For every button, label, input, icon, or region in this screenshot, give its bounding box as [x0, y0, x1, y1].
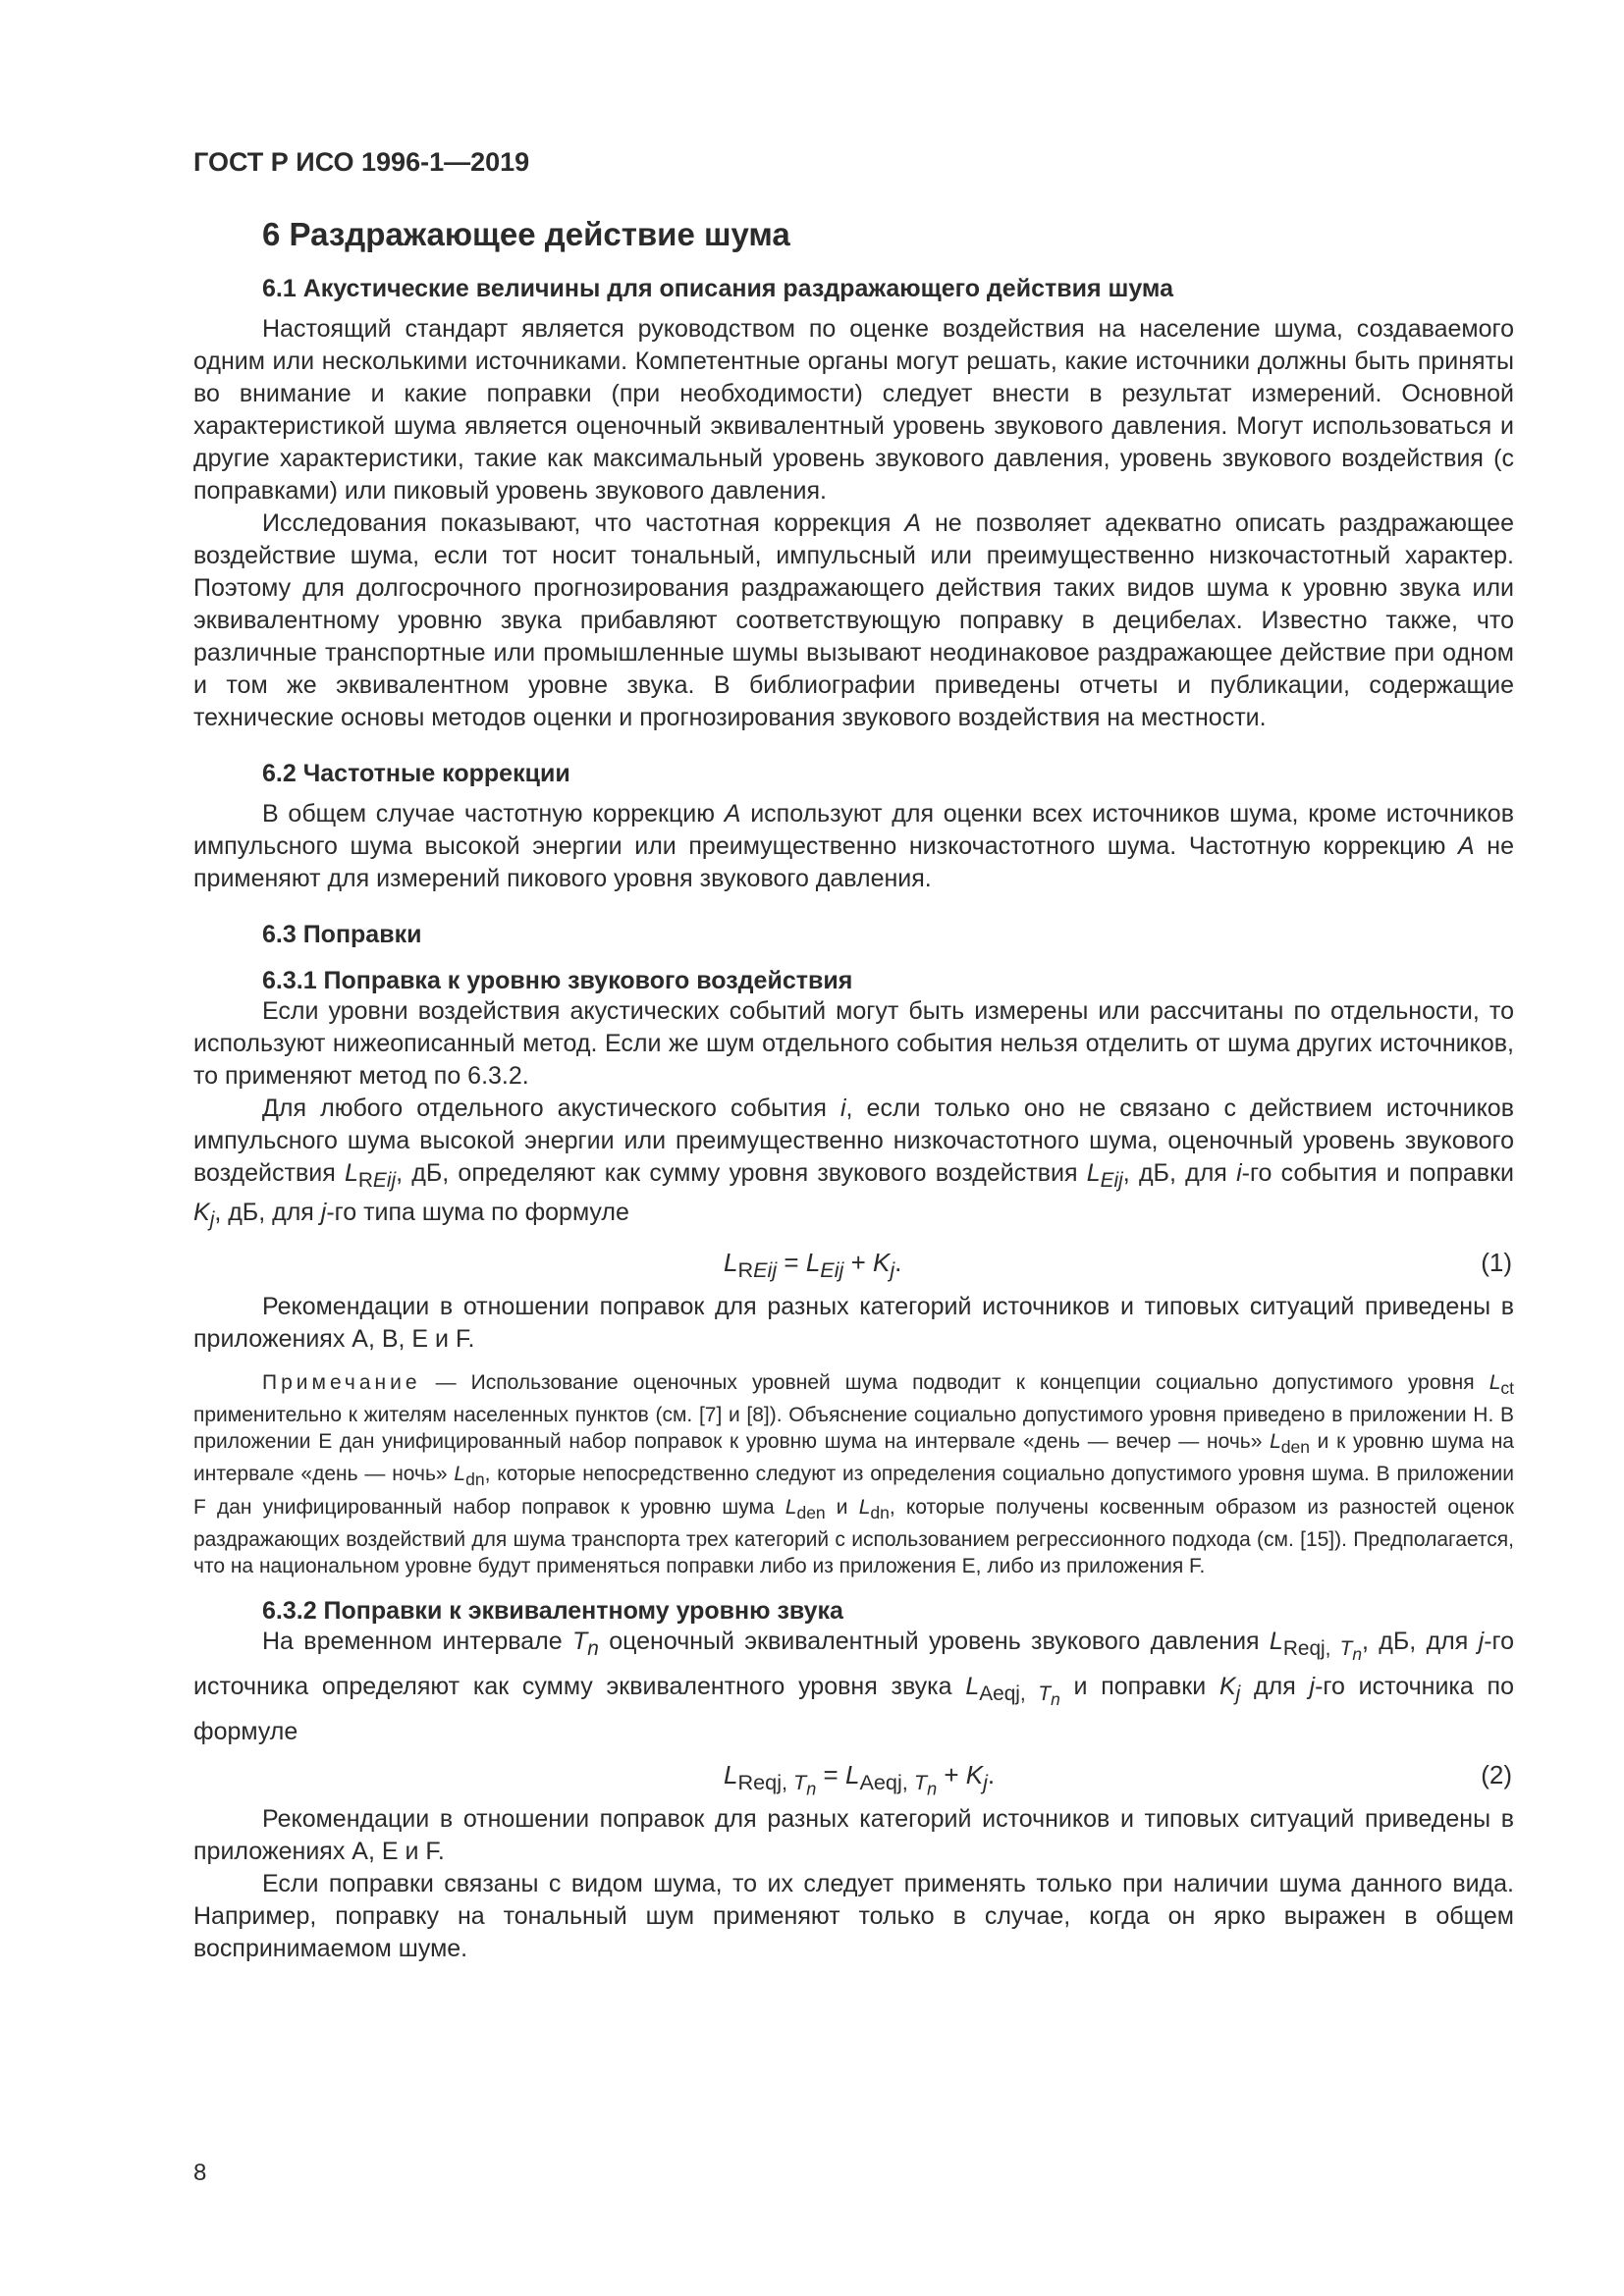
section-6-3-2-paragraph-1: На временном интервале $T_n$ оценочный эквивалентный уровень звукового давления $L_{Reqj, T_n}$, дБ, для j-го источника определяют как сумму эквивалентного уровня звука $L_{Aeqj, T_n}$ и поправки $K_j$ для j-го источника по формуле	[193, 1627, 1514, 1746]
formula-1-number: (1)	[1481, 1248, 1512, 1277]
formula-1-expression: $L_{REij} = L_{Eij} + K_j$.	[724, 1248, 902, 1283]
note-label: Примечание	[262, 1371, 421, 1394]
section-6-1-paragraph-1: Настоящий стандарт является руководством по оценке воздействия на население шума, создаваемого одним или несколькими источниками. Компетентные органы могут решать, какие источники должны быть приняты во внимание и какие поправки (при необходимости) следует внести в результат измерений. Основной характеристикой шума является оценочный эквивалентный уровень звукового давления. Могут использоваться и другие характеристики, такие как максимальный уровень звукового давления, уровень звукового воздействия (с поправками) или пиковый уровень звукового давления.	[193, 315, 1514, 505]
section-6-3-2-paragraph-3: Если поправки связаны с видом шума, то их следует применять только при наличии шума данного вида. Например, поправку на тональный шум применяют только в случае, когда он ярко выражен в общем воспринимаемом шуме.	[193, 1870, 1514, 1963]
document-header: ГОСТ Р ИСО 1996-1—2019	[193, 147, 530, 177]
page-number: 8	[193, 2160, 207, 2186]
section-6-1-paragraph-2: Исследования показывают, что частотная коррекция A не позволяет адекватно описать раздражающее воздействие шума, если тот носит тональный, импульсный или преимущественно низкочастотный характер. Поэтому для долгосрочного прогнозирования раздражающего действия таких видов шума к уровню звука или эквивалентному уровню звука прибавляют соответствующую поправку в децибелах. Известно также, что различные транспортные или промышленные шумы вызывают неодинаковое раздражающее действие при одном и том же эквивалентном уровне звука. В библиографии приведены отчеты и публикации, содержащие технические основы методов оценки и прогнозирования звукового воздействия на местности.	[193, 509, 1514, 731]
note: Примечание — Использование оценочных уровней шума подводит к концепции социально допустимого уровня $L_{ct}$ применительно к жителям населенных пунктов (см. [7] и [8]). Объяснение социально допустимого уровня приведено в приложении Н. В приложении Е дан унифицированный набор поправок к уровню шума на интервале «день — вечер — ночь» $L_{den}$ и к уровню шума на интервале «день — ночь» $L_{dn}$, которые непосредственно следуют из определения социально допустимого уровня шума. В приложении F дан унифицированный набор поправок к уровню шума $L_{den}$ и $L_{dn}$, которые получены косвенным образом из разностей оценок раздражающих воздействий для шума транспорта трех категорий с использованием регрессионного подхода (см. [15]). Предполагается, что на национальном уровне будут применяться поправки либо из приложения Е, либо из приложения F.	[193, 1371, 1514, 1577]
section-6-1-title: 6.1 Акустические величины для описания раздражающего действия шума	[262, 275, 1173, 302]
section-6-3-title: 6.3 Поправки	[262, 921, 422, 948]
formula-2	[193, 1752, 1514, 1799]
section-6-2-paragraph: В общем случае частотную коррекцию A используют для оценки всех источников шума, кроме источников импульсного шума высокой энергии или преимущественно низкочастотного шума. Частотную коррекцию A не применяют для измерений пикового уровня звукового давления.	[193, 800, 1514, 892]
section-6-3-2-title: 6.3.2 Поправки к эквивалентному уровню звука	[262, 1596, 843, 1625]
formula-1	[193, 1240, 1514, 1287]
section-6-3-2-paragraph-2: Рекомендации в отношении поправок для разных категорий источников и типовых ситуаций приведены в приложениях А, Е и F.	[193, 1805, 1514, 1866]
formula-2-expression: $L_{Reqj, T_n} = L_{Aeqj, T_n} + K_j$.	[724, 1760, 996, 1799]
section-6-2-title: 6.2 Частотные коррекции	[262, 760, 570, 787]
formula-2-number: (2)	[1481, 1760, 1512, 1790]
chapter-title: 6 Раздражающее действие шума	[262, 216, 790, 252]
section-6-3-1-title: 6.3.1 Поправка к уровню звукового воздействия	[262, 967, 853, 994]
section-6-3-1-paragraph-1: Если уровни воздействия акустических событий могут быть измерены или рассчитаны по отдельности, то используют нижеописанный метод. Если же шум отдельного события нельзя отделить от шума других источников, то применяют метод по 6.3.2.	[193, 997, 1514, 1090]
section-6-3-1-paragraph-2: Для любого отдельного акустического события i, если только оно не связано с действием источников импульсного шума высокой энергии или преимущественно низкочастотного шума, оценочный уровень звукового воздействия $L_{REij}$, дБ, определяют как сумму уровня звукового воздействия $L_{Eij}$, дБ, для i-го события и поправки $K_j$, дБ, для j-го типа шума по формуле	[193, 1095, 1514, 1231]
page-content	[193, 216, 1514, 1965]
section-6-3-1-paragraph-3: Рекомендации в отношении поправок для разных категорий источников и типовых ситуаций приведены в приложениях А, В, Е и F.	[193, 1293, 1514, 1353]
